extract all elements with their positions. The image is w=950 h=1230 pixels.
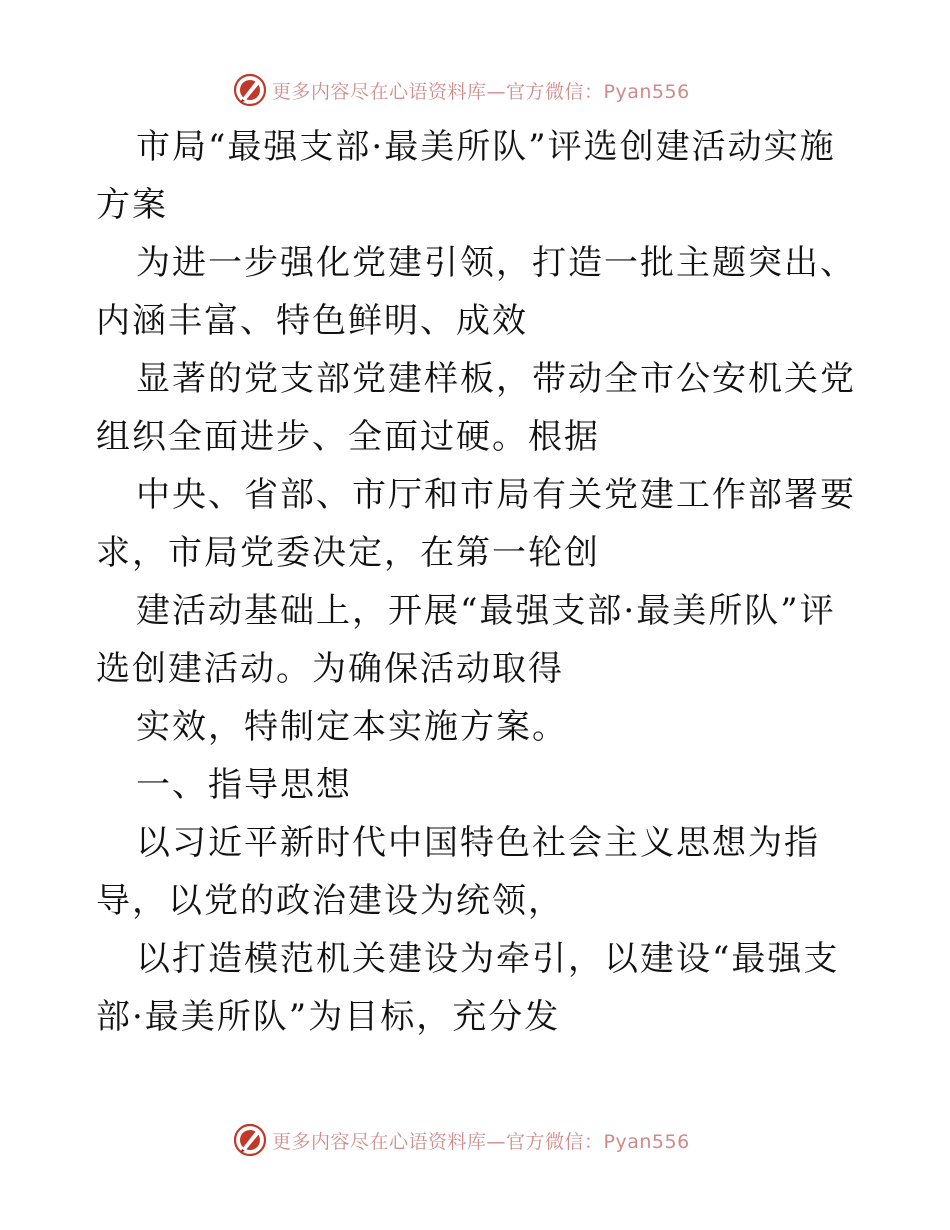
- watermark-text: 更多内容尽在心语资料库—官方微信：Pyan556: [272, 1130, 690, 1153]
- paragraph: 建活动基础上，开展“最强支部·最美所队”评选创建活动。为确保活动取得: [96, 591, 836, 689]
- document-title: 市局“最强支部·最美所队”评选创建活动实施方案: [96, 127, 836, 225]
- footer-watermark: [232, 1122, 690, 1158]
- document-body: [96, 118, 856, 1046]
- watermark-text: 更多内容尽在心语资料库—官方微信：Pyan556: [272, 80, 690, 103]
- paragraph: 显著的党支部党建样板，带动全市公安机关党组织全面进步、全面过硬。根据: [96, 359, 856, 457]
- pen-logo-icon: [232, 1122, 268, 1158]
- paragraph: 中央、省部、市厅和市局有关党建工作部署要求，市局党委决定，在第一轮创: [96, 475, 856, 573]
- paragraph: 以习近平新时代中国特色社会主义思想为指导，以党的政治建设为统领，: [96, 823, 820, 921]
- paragraph: 以打造模范机关建设为牵引，以建设“最强支部·最美所队”为目标，充分发: [96, 939, 840, 1037]
- section-heading: 一、指导思想: [136, 765, 352, 805]
- header-watermark: [232, 72, 690, 108]
- paragraph: 为进一步强化党建引领，打造一批主题突出、内涵丰富、特色鲜明、成效: [96, 243, 856, 341]
- paragraph: 实效，特制定本实施方案。: [136, 707, 568, 747]
- pen-logo-icon: [232, 72, 268, 108]
